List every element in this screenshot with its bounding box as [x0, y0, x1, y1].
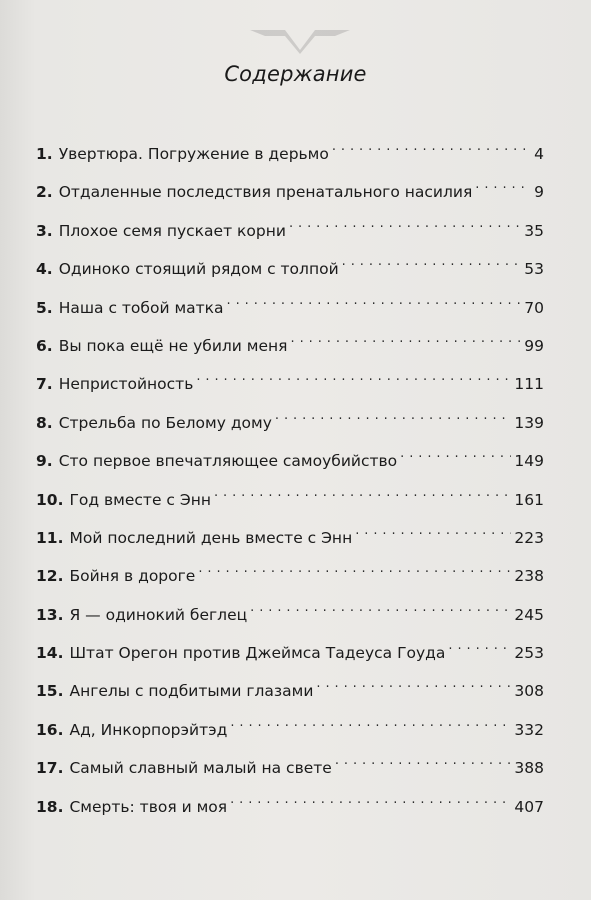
dot-leader	[214, 491, 511, 505]
toc-entry	[36, 640, 544, 678]
toc-entry	[36, 448, 544, 486]
dot-leader	[342, 260, 522, 274]
chapter-number: 6.	[36, 336, 53, 355]
chapter-title: Непристойность	[58, 375, 194, 394]
chapter-number: 15.	[36, 682, 64, 701]
page-number: 223	[514, 528, 544, 547]
toc-entry	[36, 794, 544, 832]
page-number: 308	[514, 682, 544, 701]
chapter-title: Ад, Инкорпорэйтэд	[69, 720, 228, 739]
chapter-number: 9.	[36, 452, 53, 471]
chapter-number: 17.	[36, 759, 64, 778]
page-number: 332	[514, 720, 544, 739]
chapter-title: Стрельба по Белому дому	[58, 413, 272, 432]
chapter-title: Ангелы с подбитыми глазами	[69, 682, 314, 701]
chapter-title: Увертюра. Погружение в дерьмо	[58, 145, 329, 163]
dot-leader	[230, 721, 511, 735]
chapter-number: 16.	[36, 720, 64, 739]
chapter-title: Смерть: твоя и моя	[69, 797, 228, 816]
chapter-title: Отдаленные последствия пренатального насилия	[58, 183, 473, 202]
page-number: 111	[514, 375, 544, 394]
toc-entry	[36, 678, 544, 716]
toc-entry	[36, 371, 544, 409]
toc-entry	[36, 717, 544, 755]
toc-entry	[36, 487, 544, 525]
page-title: Содержание	[224, 62, 367, 86]
toc-entry	[36, 295, 544, 333]
chapter-title: Я — одинокий беглец	[69, 605, 248, 624]
table-of-contents	[36, 141, 544, 832]
chapter-title: Мой последний день вместе с Энн	[69, 528, 353, 547]
page-number: 9	[534, 183, 544, 202]
chapter-title: Самый славный малый на свете	[69, 759, 332, 778]
page-number: 35	[524, 221, 544, 240]
chapter-number: 7.	[36, 375, 53, 394]
toc-entry	[36, 256, 544, 294]
page-number: 388	[514, 759, 544, 778]
toc-entry	[36, 755, 544, 793]
dot-leader	[448, 644, 511, 658]
dot-leader	[400, 452, 511, 466]
dot-leader	[198, 567, 511, 581]
dot-leader	[291, 337, 522, 351]
chapter-title: Год вместе с Энн	[69, 490, 211, 509]
chapter-title: Плохое семя пускает корни	[58, 221, 286, 240]
dot-leader	[335, 759, 512, 773]
toc-entry	[36, 218, 544, 256]
chapter-number: 18.	[36, 797, 64, 816]
page-number: 238	[514, 567, 544, 586]
chapter-number: 8.	[36, 413, 53, 432]
toc-entry	[36, 141, 544, 179]
ornament-icon	[245, 22, 355, 56]
chapter-number: 2.	[36, 183, 53, 202]
toc-entry	[36, 563, 544, 601]
chapter-number: 11.	[36, 528, 64, 547]
chapter-number: 12.	[36, 567, 64, 586]
chapter-number: 10.	[36, 490, 64, 509]
chapter-number: 13.	[36, 605, 64, 624]
chapter-number: 1.	[36, 145, 53, 163]
chapter-number: 3.	[36, 221, 53, 240]
dot-leader	[196, 375, 511, 389]
dot-leader	[332, 145, 531, 159]
toc-entry	[36, 410, 544, 448]
dot-leader	[316, 682, 511, 696]
page-number: 4	[534, 145, 544, 163]
chapter-number: 14.	[36, 644, 64, 663]
chapter-number: 5.	[36, 298, 53, 317]
chapter-title: Бойня в дороге	[69, 567, 196, 586]
chapter-title: Штат Орегон против Джеймса Тадеуса Гоуда	[69, 644, 446, 663]
chapter-title: Наша с тобой матка	[58, 298, 224, 317]
page-number: 253	[514, 644, 544, 663]
page-number: 99	[524, 336, 544, 355]
chapter-title: Одиноко стоящий рядом с толпой	[58, 260, 339, 279]
toc-entry	[36, 179, 544, 217]
page-number: 407	[514, 797, 544, 816]
dot-leader	[289, 222, 521, 236]
page-number: 149	[514, 452, 544, 471]
chapter-title: Сто первое впечатляющее самоубийство	[58, 452, 398, 471]
toc-entry	[36, 525, 544, 563]
dot-leader	[227, 299, 522, 313]
dot-leader	[275, 414, 512, 428]
toc-entry	[36, 602, 544, 640]
toc-entry	[36, 333, 544, 371]
dot-leader	[250, 606, 511, 620]
page-number: 245	[514, 605, 544, 624]
page-number: 161	[514, 490, 544, 509]
chapter-title: Вы пока ещё не убили меня	[58, 336, 288, 355]
page-number: 139	[514, 413, 544, 432]
dot-leader	[355, 529, 511, 543]
dot-leader	[475, 183, 531, 197]
page-number: 53	[524, 260, 544, 279]
dot-leader	[230, 798, 511, 812]
chapter-number: 4.	[36, 260, 53, 279]
page-number: 70	[524, 298, 544, 317]
